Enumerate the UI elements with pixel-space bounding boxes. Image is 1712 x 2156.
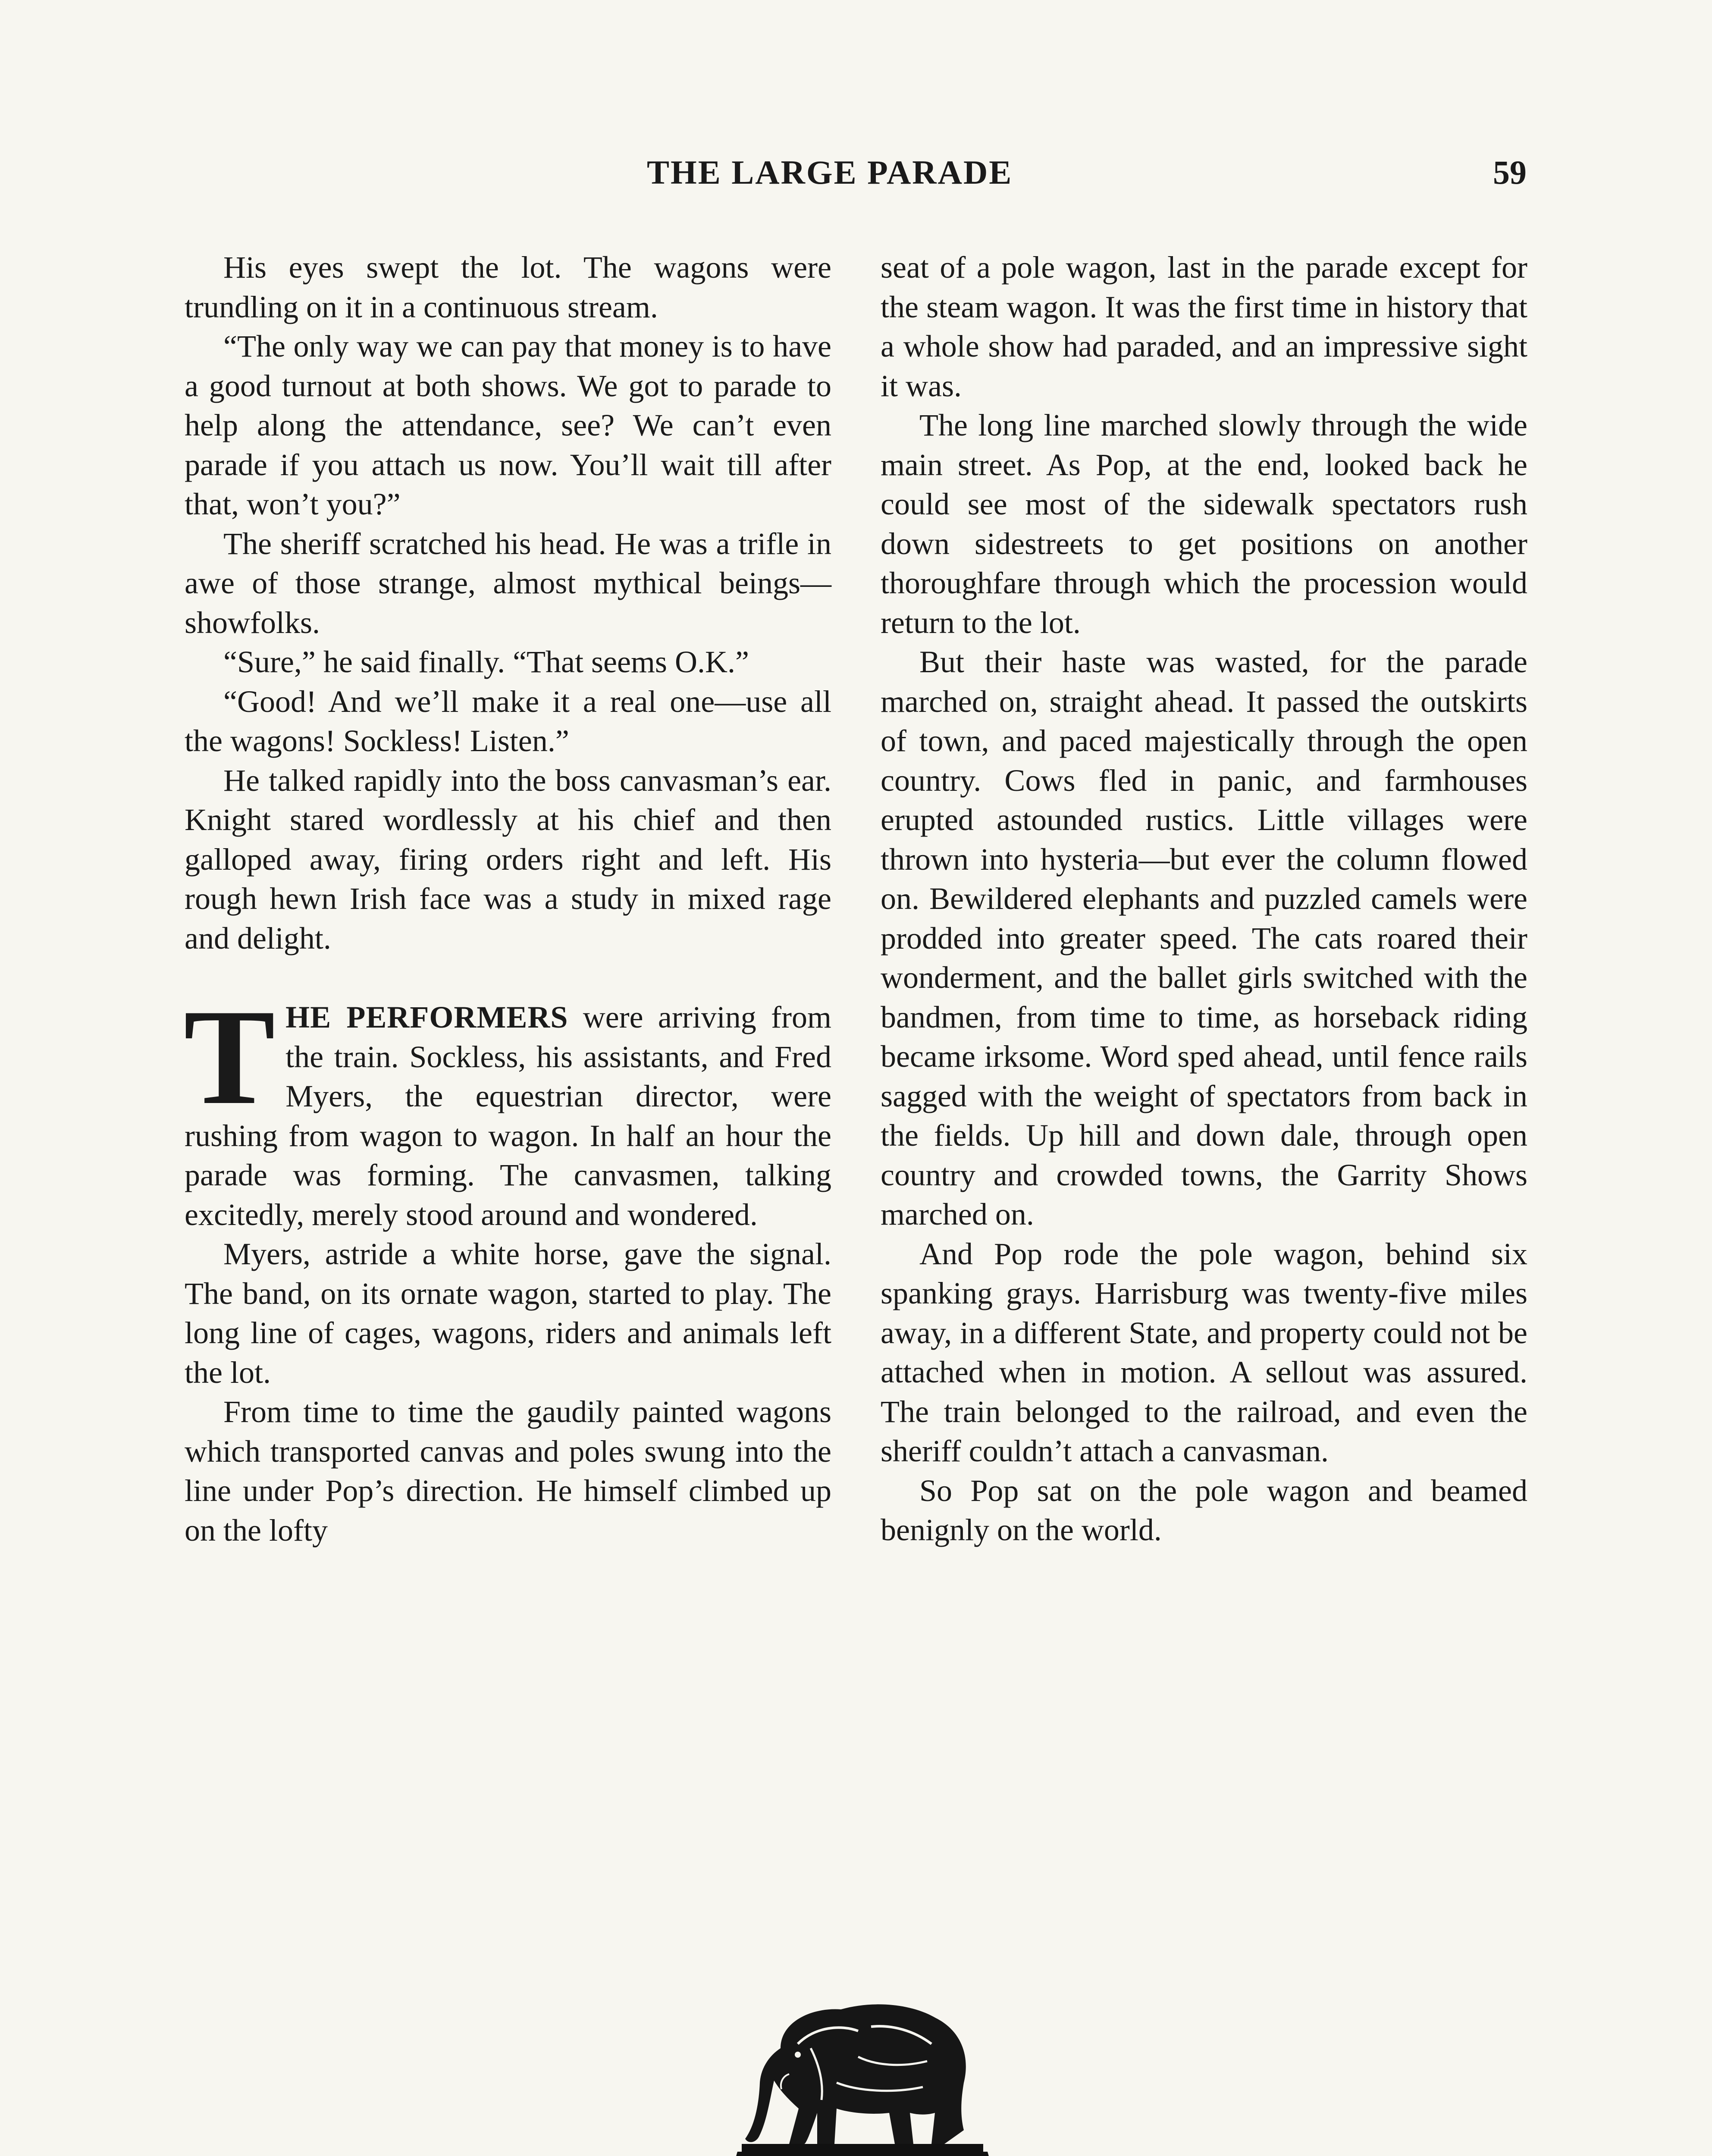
drop-cap: T bbox=[184, 981, 276, 1133]
paragraph: The sheriff scratched his head. He was a trifle in awe of those strange, almost mythical beings—showfolks. bbox=[185, 526, 831, 640]
running-title: THE LARGE PARADE bbox=[647, 154, 1013, 191]
paragraph: So Pop sat on the pole wagon and beamed benignly on the world. bbox=[881, 1473, 1527, 1547]
paragraph: But their haste was wasted, for the parade marched on, straight ahead. It passed the outskirts of town, and paced majestically through the open country. Cows fled in panic, and farmhouses erupted astounded rustics. Little villages were thrown into hysteria—but ever the column flowed on. Bewildered elephants and puzzled camels were prodded into greater speed. The cats roared their wonderment, and the ballet girls switched with the bandmen, from time to time, as horseback riding became irksome. Word sped ahead, until fence rails sagged with the weight of spectators from back in the fields. Up hill and down dale, through open country and crowded towns, the Garrity Shows marched on. bbox=[881, 645, 1527, 1232]
paragraph: “Sure,” he said finally. “That seems O.K.” bbox=[223, 645, 749, 679]
paragraph: “Good! And we’ll make it a real one—use all the wagons! Sockless! Listen.” bbox=[185, 684, 831, 758]
paragraph: And Pop rode the pole wagon, behind six spanking grays. Harrisburg was twenty-five miles away, in a different State, and property could not be attached when in motion. A sellout was assured. The train belonged to the railroad, and even the sheriff couldn’t attach a canvasman. bbox=[881, 1236, 1527, 1468]
paragraph: Myers, astride a white horse, gave the signal. The band, on its ornate wagon, started to play. The long line of cages, wagons, riders and animals left the lot. bbox=[185, 1237, 831, 1390]
section-lead: HE PERFORMERS bbox=[285, 1000, 568, 1034]
paragraph: The long line marched slowly through the wide main street. As Pop, at the end, looked back he could see most of the sidewalk spectators rush down sidestreets to get positions on another thoroughfare through which the procession would return to the lot. bbox=[881, 408, 1527, 640]
page-number: 59 bbox=[1493, 154, 1527, 191]
paragraph: seat of a pole wagon, last in the parade except for the steam wagon. It was the first time in history that a whole show had paraded, and an impressive sight it was. bbox=[881, 250, 1527, 403]
paragraph-text: were arriving from the train. Sockless, his assistants, and Fred Myers, the equestrian director, were rushing from wagon to wagon. In half an hour the parade was forming. The canvasmen, talking excitedly, merely stood around and wondered. bbox=[185, 1000, 832, 1232]
elephant-icon bbox=[729, 1984, 996, 2156]
right-column bbox=[881, 248, 1527, 1550]
paragraph: He talked rapidly into the boss canvasman’s ear. Knight stared wordlessly at his chief and then galloped away, firing orders right and left. His rough hewn Irish face was a study in mixed rage and delight. bbox=[185, 763, 831, 956]
left-column bbox=[185, 248, 831, 1550]
section-opening-paragraph bbox=[184, 981, 832, 1235]
paragraph: From time to time the gaudily painted wagons which transported canvas and poles swung into the line under Pop’s direction. He himself climbed up on the lofty bbox=[185, 1395, 831, 1548]
paragraph: His eyes swept the lot. The wagons were trundling on it in a continuous stream. bbox=[185, 250, 831, 324]
paragraph: “The only way we can pay that money is to have a good turnout at both shows. We got to parade to help along the attendance, see? We can’t even parade if you attach us now. You’ll wait till after that, won’t you?” bbox=[185, 329, 831, 521]
